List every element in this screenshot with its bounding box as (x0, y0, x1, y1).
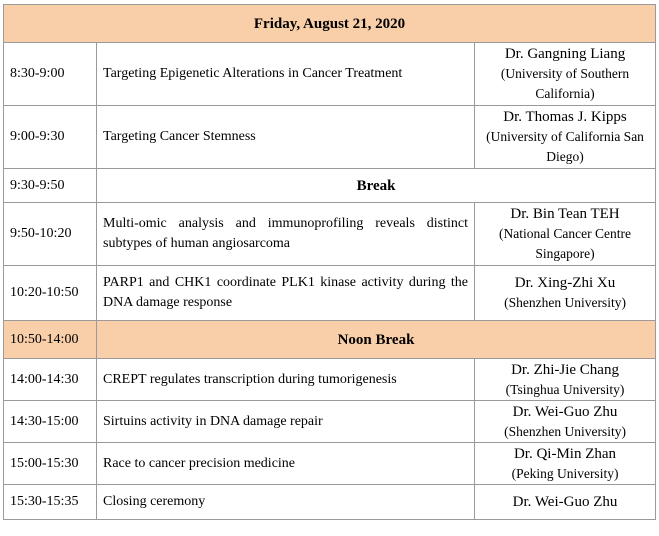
topic-cell: CREPT regulates transcription during tumorigenesis (97, 359, 475, 401)
speaker-affiliation: (Tsinghua University) (505, 381, 625, 397)
speaker-cell (475, 443, 656, 485)
table-row (4, 203, 656, 266)
speaker-name: Dr. Xing-Zhi Xu (514, 275, 616, 291)
speaker-affiliation: (University of California San Diego) (486, 129, 644, 164)
table-row (4, 359, 656, 401)
table-row (4, 43, 656, 106)
speaker-name: Dr. Thomas J. Kipps (503, 109, 627, 125)
speaker-cell (475, 401, 656, 443)
speaker-name: Dr. Qi-Min Zhan (513, 445, 617, 462)
topic-cell: Closing ceremony (97, 485, 475, 520)
break-label: Noon Break (97, 321, 656, 359)
speaker-affiliation: (National Cancer Centre Singapore) (499, 226, 631, 261)
time-cell: 9:30-9:50 (4, 169, 97, 203)
time-cell: 9:50-10:20 (4, 203, 97, 266)
table-row (4, 443, 656, 485)
time-cell: 10:50-14:00 (4, 321, 97, 359)
speaker-cell (475, 106, 656, 169)
schedule-table (3, 4, 656, 520)
speaker-affiliation: (Shenzhen University) (504, 295, 626, 310)
time-cell: 14:00-14:30 (4, 359, 97, 401)
time-cell: 15:00-15:30 (4, 443, 97, 485)
speaker-name: Dr. Gangning Liang (504, 46, 626, 62)
schedule-container (3, 4, 656, 520)
time-cell: 9:00-9:30 (4, 106, 97, 169)
topic-cell: PARP1 and CHK1 coordinate PLK1 kinase activity during the DNA damage response (97, 266, 475, 321)
topic-cell: Targeting Cancer Stemness (97, 106, 475, 169)
speaker-cell (475, 266, 656, 321)
topic-cell: Race to cancer precision medicine (97, 443, 475, 485)
break-row (4, 321, 656, 359)
header-row (4, 5, 656, 43)
speaker-cell (475, 485, 656, 520)
speaker-name: Dr. Zhi-Jie Chang (511, 361, 619, 378)
time-cell: 10:20-10:50 (4, 266, 97, 321)
table-row (4, 485, 656, 520)
speaker-cell (475, 203, 656, 266)
time-cell: 15:30-15:35 (4, 485, 97, 520)
speaker-affiliation: (Shenzhen University) (504, 423, 626, 439)
speaker-name: Dr. Bin Tean TEH (510, 206, 620, 222)
date-header: Friday, August 21, 2020 (4, 5, 656, 43)
topic-cell: Sirtuins activity in DNA damage repair (97, 401, 475, 443)
speaker-name: Dr. Wei-Guo Zhu (512, 403, 618, 420)
time-cell: 14:30-15:00 (4, 401, 97, 443)
speaker-affiliation: (Peking University) (511, 465, 619, 481)
break-label: Break (97, 169, 656, 203)
speaker-affiliation: (University of Southern California) (500, 66, 630, 101)
speaker-cell (475, 43, 656, 106)
topic-cell: Targeting Epigenetic Alterations in Cancer Treatment (97, 43, 475, 106)
speaker-cell (475, 359, 656, 401)
break-row (4, 169, 656, 203)
speaker-name: Dr. Wei-Guo Zhu (512, 494, 618, 510)
table-row (4, 106, 656, 169)
time-cell: 8:30-9:00 (4, 43, 97, 106)
table-row (4, 401, 656, 443)
topic-cell: Multi-omic analysis and immunoprofiling reveals distinct subtypes of human angiosarcoma (97, 203, 475, 266)
table-row (4, 266, 656, 321)
